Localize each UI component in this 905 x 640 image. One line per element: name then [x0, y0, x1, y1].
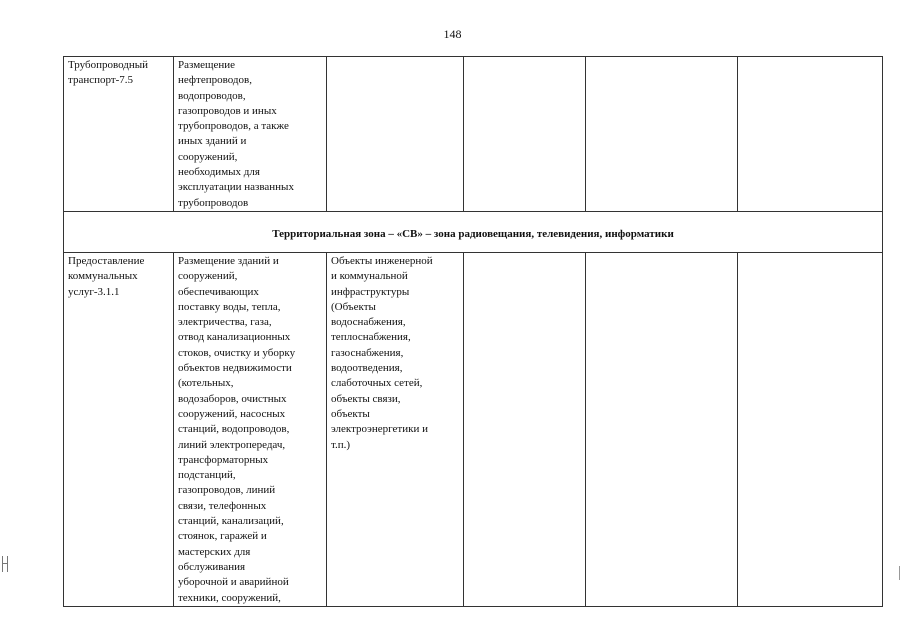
use-type-cell: Предоставление коммунальных услуг-3.1.1 — [64, 252, 174, 606]
page-number: 148 — [443, 27, 462, 41]
use-description-cell: Размещение зданий и сооружений, обеспечивающих поставку воды, тепла, электричества, газа, отвод канализационных стоков, очистку и уборку объектов недвижимости (котельных, водозаборов, очистных сооружений, насосных станций, водопроводов, линий электропередач, трансформаторных подстанций, газопроводов, линий связи, телефонных станций, канализаций, стоянок, гаражей и мастерских для обслуживания уборочной и аварийной техники, сооружений, — [174, 252, 327, 606]
table-row-pipeline-transport — [64, 57, 883, 212]
empty-cell — [586, 57, 738, 212]
table-row-utility-services — [64, 252, 883, 606]
empty-cell — [738, 252, 883, 606]
objects-cell — [327, 57, 464, 212]
land-use-table — [63, 56, 883, 607]
scan-margin-mark — [2, 556, 8, 572]
objects-cell: Объекты инженерной и коммунальной инфраструктуры (Объекты водоснабжения, теплоснабжения, газоснабжения, водоотведения, слаботочных сетей, объекты связи, объекты электроэнергетики и т.п.) — [327, 252, 464, 606]
empty-cell — [738, 57, 883, 212]
empty-cell — [586, 252, 738, 606]
use-type-cell: Трубопроводный транспорт-7.5 — [64, 57, 174, 212]
scan-margin-mark — [899, 566, 904, 580]
use-description-cell: Размещение нефтепроводов, водопроводов, газопроводов и иных трубопроводов, а также иных зданий и сооружений, необходимых для эксплуатации названных трубопроводов — [174, 57, 327, 212]
empty-cell — [464, 252, 586, 606]
empty-cell — [464, 57, 586, 212]
zone-header-title: Территориальная зона – «СВ» – зона радиовещания, телевидения, информатики — [64, 211, 883, 252]
table-row-zone-header — [64, 211, 883, 252]
